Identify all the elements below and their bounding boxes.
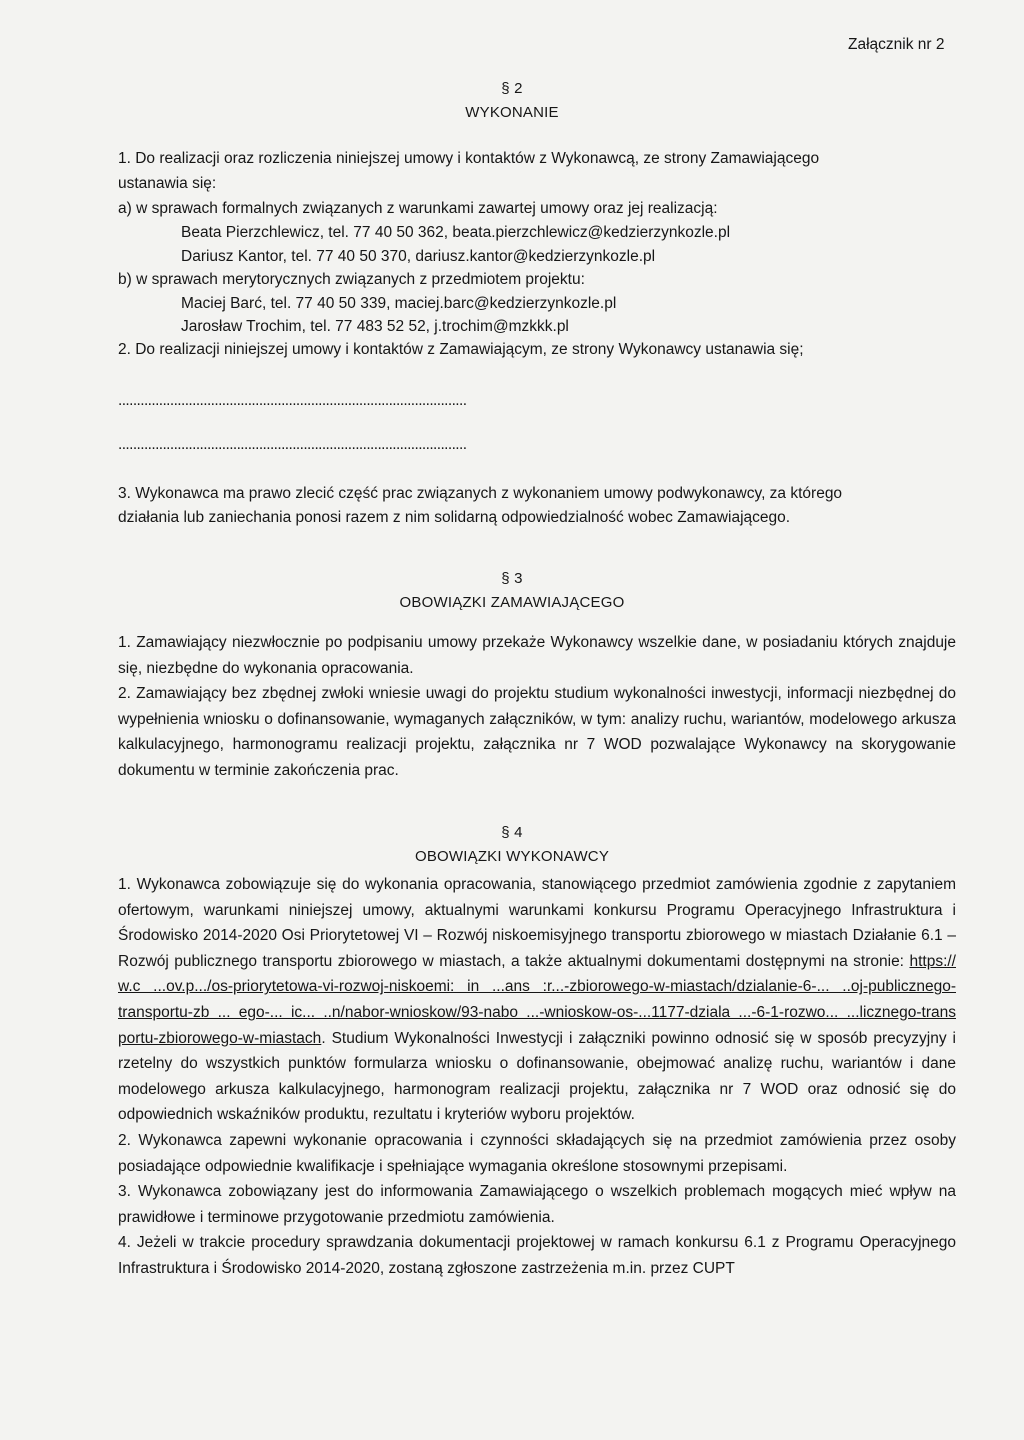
s3-paragraph-1: 1. Zamawiający niezwłocznie po podpisaniu umowy przekaże Wykonawcy wszelkie dane, w posiadaniu których znajduje się, niezbędne do wykonania opracowania.	[118, 634, 956, 677]
s2-contact-a2: Dariusz Kantor, tel. 77 40 50 370, dariusz.kantor@kedzierzynkozle.pl	[181, 248, 656, 265]
section-4-title: OBOWIĄZKI WYKONAWCY	[414, 848, 610, 865]
s4-paragraph-4: 4. Jeżeli w trakcie procedury sprawdzania dokumentacji projektowej w ramach konkursu 6.1 z Programu Operacyjnego Infrastruktura i Środowisko 2014-2020, zostaną zgłoszone zastrzeżenia m.in. przez CUPT	[118, 1234, 956, 1277]
s2-paragraph-1-cont: ustanawia się:	[118, 175, 217, 192]
s2-contact-b2: Jarosław Trochim, tel. 77 483 52 52, j.trochim@mzkkk.pl	[181, 318, 569, 335]
s4-paragraph-1-text: 1. Wykonawca zobowiązuje się do wykonania opracowania, stanowiącego przedmiot zamówienia zgodnie z zapytaniem ofertowym, warunkami niniejszej umowy, aktualnymi warunkami konkursu Programu Operacyjnego Infrastruktura i Środowisko 2014-2020 Osi Priorytetowej VI – Rozwój niskoemisyjnego transportu zbiorowego w miastach Działanie 6.1 – Rozwój publicznego transportu zbiorowego w miastach, a także aktualnymi dokumentami dostępnymi na stronie:	[118, 876, 956, 970]
program-url-link[interactable]: https:// w.c ...ov.p.../os-priorytetowa-vi-rozwoj-niskoemi: in ...ans :r...-zbiorowego-w-miastach/dzialanie-6-... ..oj-publicznego-transportu-zb ... ego-... ic... ..n/nabor-wnioskow/93-nabo ...-wnioskow-os-...1177-dziala ...-6-1-rozwo... ...licznego-trans portu-zbiorowego-w-miastach	[118, 952, 956, 1047]
section-2-title: WYKONANIE	[465, 104, 559, 121]
s4-body	[118, 872, 956, 1282]
s2-item-a-intro: a) w sprawach formalnych związanych z warunkami zawartej umowy oraz jej realizacją:	[118, 200, 718, 217]
section-4-number: § 4	[501, 824, 523, 841]
s2-blank-line-1: ..............................................................................................	[118, 392, 467, 409]
s2-paragraph-3: 3. Wykonawca ma prawo zlecić część prac związanych z wykonaniem umowy podwykonawcy, za którego	[118, 485, 843, 502]
s4-paragraph-3: 3. Wykonawca zobowiązany jest do informowania Zamawiającego o wszelkich problemach mogących mieć wpływ na prawidłowe i terminowe przygotowanie przedmiotu zamówienia.	[118, 1183, 956, 1226]
section-3-title: OBOWIĄZKI ZAMAWIAJĄCEGO	[399, 594, 625, 611]
section-3-number: § 3	[501, 570, 523, 587]
s3-body	[118, 630, 956, 784]
s2-contact-a1: Beata Pierzchlewicz, tel. 77 40 50 362, beata.pierzchlewicz@kedzierzynkozle.pl	[181, 224, 731, 241]
s4-paragraph-2: 2. Wykonawca zapewni wykonanie opracowania i czynności składających się na przedmiot zamówienia przez osoby posiadające odpowiednie kwalifikacje i spełniające wymagania określone stosownymi przepisami.	[118, 1131, 956, 1175]
s3-paragraph-2: 2. Zamawiający bez zbędnej zwłoki wniesie uwagi do projektu studium wykonalności inwestycji, informacji niezbędnej do wypełnienia wniosku o dofinansowanie, wymaganych załączników, w tym: analizy ruchu, wariantów, modelowego arkusza kalkulacyjnego, harmonogramu realizacji projektu, załącznika nr 7 WOD pozwalające Wykonawcy na skorygowanie dokumentu w terminie zakończenia prac.	[118, 685, 956, 779]
s2-contact-b1: Maciej Barć, tel. 77 40 50 339, maciej.barc@kedzierzynkozle.pl	[181, 295, 617, 312]
s2-paragraph-3-cont: działania lub zaniechania ponosi razem z nim solidarną odpowiedzialność wobec Zamawiającego.	[118, 509, 791, 526]
s2-paragraph-1: 1. Do realizacji oraz rozliczenia niniejszej umowy i kontaktów z Wykonawcą, ze strony Zamawiającego	[118, 150, 820, 167]
annex-label: Załącznik nr 2	[848, 36, 945, 53]
s2-paragraph-2: 2. Do realizacji niniejszej umowy i kontaktów z Zamawiającym, ze strony Wykonawcy ustanawia się;	[118, 341, 804, 358]
s4-paragraph-1-rest: . Studium Wykonalności Inwestycji i załączniki powinno odnosić się w sposób precyzyjny i rzetelny do wszystkich punktów formularza wniosku o dofinansowanie, obejmować analizę ruchu, wariantów i dane modelowego arkusza kalkulacyjnego, harmonogram realizacji projektu, załącznika nr 7 WOD oraz odnosić się do odpowiednich wskaźników produktu, rezultatu i kryteriów wyboru projektów.	[118, 1029, 956, 1124]
s4-paragraph-1	[118, 872, 956, 1128]
s2-blank-line-2: ..............................................................................................	[118, 436, 467, 453]
s2-item-b-intro: b) w sprawach merytorycznych związanych z przedmiotem projektu:	[118, 271, 585, 288]
section-2-number: § 2	[501, 80, 523, 97]
